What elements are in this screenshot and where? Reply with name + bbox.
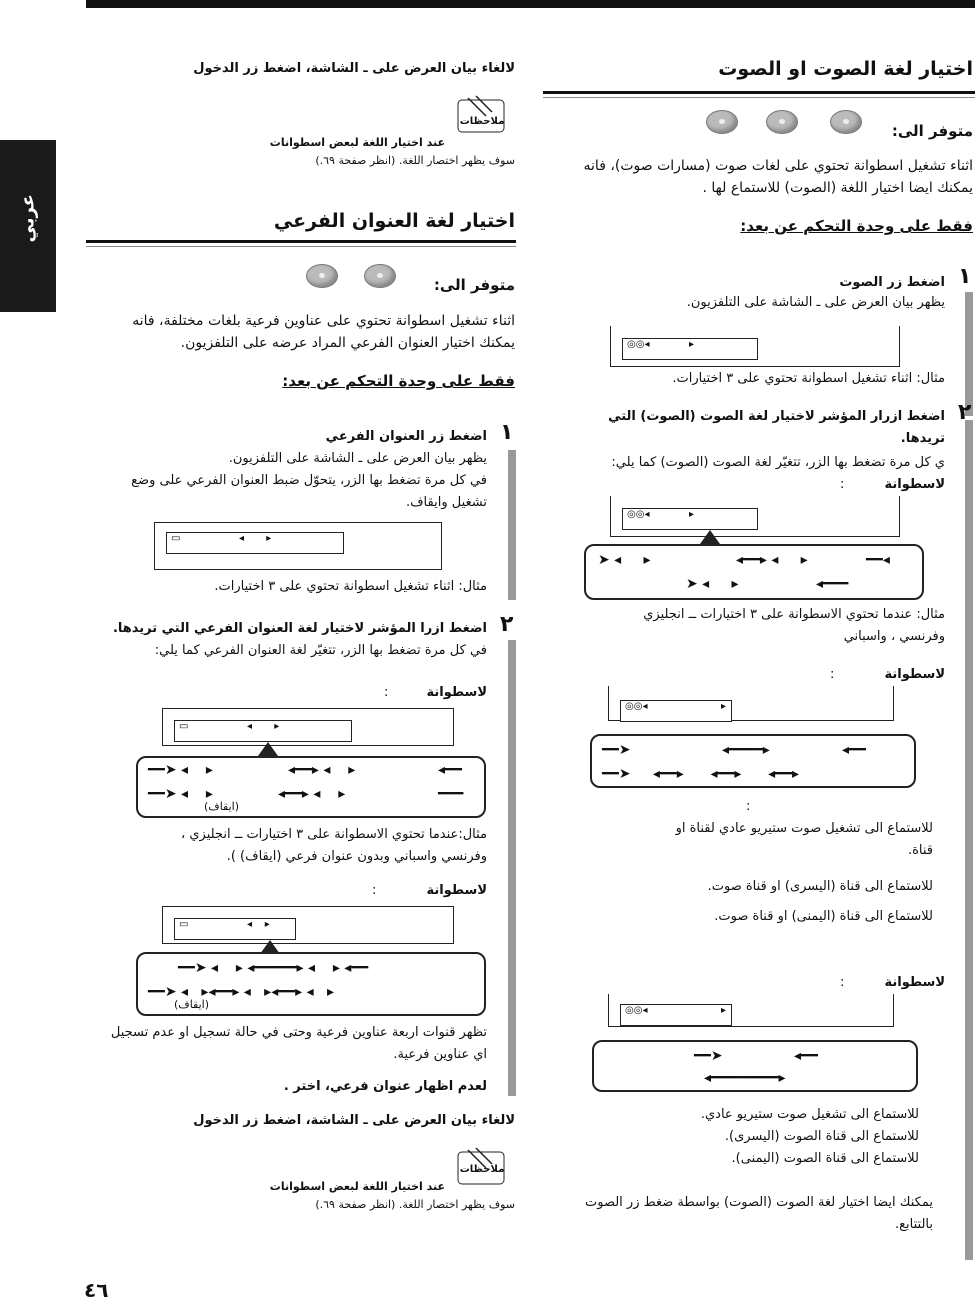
example2: مثال: عندما تحتوي الاسطوانة على ٣ اختيارات ــ انجليزي وفرنسي ، واسباني	[643, 607, 945, 644]
step-number: ٢	[500, 612, 514, 637]
notes-icon-label: ملاحظات	[459, 116, 505, 127]
colon: :	[746, 799, 751, 814]
available-label: متوفر الى:	[433, 276, 515, 294]
cycle-diagram: ━━➤ ◂━━ ◂━━━━━━━━▸	[592, 1040, 918, 1092]
step2-text: في كل مرة تضغط بها الزر، تتغيّر لغة العنوان الفرعي كما يلي:	[154, 643, 487, 658]
step2-text: ي كل مرة تضغط بها الزر، تتغيّر لغة الصوت (الصوت) كما يلي:	[611, 455, 945, 470]
title-underline-thin	[543, 97, 975, 98]
page-number: ٤٦	[84, 1278, 109, 1302]
intro-text: اثناء تشغيل اسطوانة تحتوي على عناوين فرعية بلغات مختلفة، فانه يمكنك اختيار العنوان الفرعي المراد عرضه على التلفزيون.	[132, 313, 515, 351]
channel-list: للاستماع الى تشغيل صوت ستيريو عادي لقناة او قناة. للاستماع الى قناة (اليسرى) او قناة صوت. للاستماع الى قناة (اليمنى) او قناة صوت.	[675, 821, 933, 924]
remote-only-label: فقط على وحدة التحكم عن بعد:	[282, 372, 515, 390]
cycle-diagram: ━━➤ ◂━━━━▸ ◂━━ ━━➤ ◂━━▸ ◂━━▸ ◂━━▸	[590, 734, 916, 788]
step1-title: اضغط زر الصوت	[839, 275, 945, 290]
disc-label: لاسطوانة	[884, 975, 945, 990]
side-tab-label: عربي	[17, 194, 39, 243]
pointer-caret	[258, 742, 278, 756]
cancel-display-text: لالغاء بيان العرض على ـ الشاشة، اضغط زر الدخول	[193, 1113, 515, 1128]
osd-audio-bar: ◎◎◂ ▸	[622, 338, 758, 360]
subtitle-language-title: اختيار لغة العنوان الفرعي	[273, 210, 515, 232]
remote-only-label: فقط على وحدة التحكم عن بعد:	[740, 217, 973, 235]
audio-language-title: اختيار لغة الصوت او الصوت	[718, 58, 973, 80]
step1-title: اضغط زر العنوان الفرعي	[325, 429, 487, 444]
note-text: سوف يظهر اختصار اللغة. (انظر صفحة ٦٩.)	[315, 1198, 515, 1211]
step-number: ١	[500, 420, 514, 445]
disc-label: لاسطوانة	[884, 477, 945, 492]
osd-audio-bar: ◎◎◂ ▸	[620, 700, 732, 722]
note-title: عند اختيار اللغة لبعض اسطوانات	[269, 136, 445, 149]
off-label: (ايقاف)	[174, 998, 210, 1011]
step-bar	[965, 292, 973, 416]
step2-title: اضغط ازرا المؤشر لاختيار لغة العنوان الفرعي التي تريدها.	[112, 621, 487, 636]
disc-icon	[706, 110, 738, 134]
disc-label: لاسطوانة	[426, 685, 487, 700]
osd-audio-bar: ◎◎◂ ▸	[620, 1004, 732, 1026]
step-number: ١	[958, 264, 972, 289]
notes-icon	[456, 94, 506, 134]
step-bar	[965, 420, 973, 1260]
step1-text: يظهر بيان العرض على ـ الشاشة على التلفزيون. في كل مرة تضغط بها الزر، يتحوّل ضبط العنوان الفرعي على وضع تشغيل وايقاف.	[131, 451, 487, 510]
step2-title: اضغط ازرار المؤشر لاختيار لغة الصوت (الصوت) التي تريدها.	[608, 409, 945, 446]
colon: :	[384, 685, 389, 700]
language-side-tab	[0, 140, 56, 312]
step1-text: يظهر بيان العرض على ـ الشاشة على التلفزيون.	[686, 295, 945, 310]
example2: مثال:عندما تحتوي الاسطوانة على ٣ اختيارات ــ انجليزي ، وفرنسي واسباني وبدون عنوان فرعي (ايقاف) ).	[181, 827, 487, 864]
osd-subtitle-bar: ▭ ◂ ▸	[174, 918, 296, 940]
title-underline	[86, 240, 516, 243]
cycle-diagram: ━━➤ ◂ ▸ ◂━━━━━▸ ◂ ▸ ◂━━ ━━➤ ◂ ▸◂━━▸ ◂ ▸◂━━▸ ◂ ▸ (ايقاف)	[136, 952, 486, 1016]
disc-label: لاسطوانة	[426, 883, 487, 898]
top-rule	[86, 0, 975, 8]
osd-subtitle-bar: ▭ ◂ ▸	[166, 532, 344, 554]
channel-list-2: للاستماع الى تشغيل صوت ستيريو عادي. للاستماع الى قناة الصوت (اليسرى). للاستماع الى قناة الصوت (اليمنى).	[700, 1107, 919, 1166]
step1-example: مثال: اثناء تشغيل اسطوانة تحتوي على ٣ اختيارات.	[214, 579, 487, 594]
disc-icon	[766, 110, 798, 134]
title-underline	[543, 91, 975, 94]
disc-icon	[306, 264, 338, 288]
available-label: متوفر الى:	[891, 122, 973, 140]
step-bar	[508, 450, 516, 600]
intro-text: اثناء تشغيل اسطوانة تحتوي على لغات صوت (مسارات صوت)، فانه يمكنك ايضا اختيار اللغة (الصوت) للاستماع لها .	[583, 158, 973, 196]
step-number: ٢	[958, 400, 972, 425]
colon: :	[372, 883, 377, 898]
osd-audio-bar: ◎◎◂ ▸	[622, 508, 758, 530]
pointer-caret	[700, 530, 720, 544]
colon: :	[830, 667, 835, 682]
step1-example: مثال: اثناء تشغيل اسطوانة تحتوي على ٣ اختيارات.	[672, 371, 945, 386]
off-label: (ايقاف)	[204, 800, 240, 813]
four-channels-text: تظهر قنوات اربعة عناوين فرعية وحتى في حالة تسجيل او عدم تسجيل اي عناوين فرعية.	[110, 1025, 487, 1062]
cycle-diagram: ➤ ◂ ▸ ◂━━▸ ◂ ▸ ━━◂ ➤ ◂ ▸ ◂━━━	[584, 544, 924, 600]
disc-icon	[364, 264, 396, 288]
osd-subtitle-bar: ▭ ◂ ▸	[174, 720, 352, 742]
cycle-diagram: ━━➤ ◂ ▸ ◂━━▸ ◂ ▸ ◂━━ ━━➤ ◂ ▸ ◂━━▸ ◂ ▸ ━━━ (ايقاف)	[136, 756, 486, 818]
colon: :	[840, 477, 845, 492]
cancel-display-text: لالغاء بيان العرض على ـ الشاشة، اضغط زر الدخول	[193, 61, 515, 76]
colon: :	[840, 975, 845, 990]
notes-icon-label: ملاحظات	[459, 1164, 505, 1175]
note-title: عند اختيار اللغة لبعض اسطوانات	[269, 1180, 445, 1193]
hide-subtitle-text: لعدم اظهار عنوان فرعي، اختر .	[283, 1079, 487, 1094]
audio-footer: يمكنك ايضا اختيار لغة الصوت (الصوت) بواسطة ضغط زر الصوت بالتتابع.	[584, 1195, 933, 1232]
note-text: سوف يظهر اختصار اللغة. (انظر صفحة ٦٩.)	[315, 154, 515, 167]
step-bar	[508, 640, 516, 1096]
title-underline-thin	[86, 246, 516, 247]
disc-label: لاسطوانة	[884, 667, 945, 682]
